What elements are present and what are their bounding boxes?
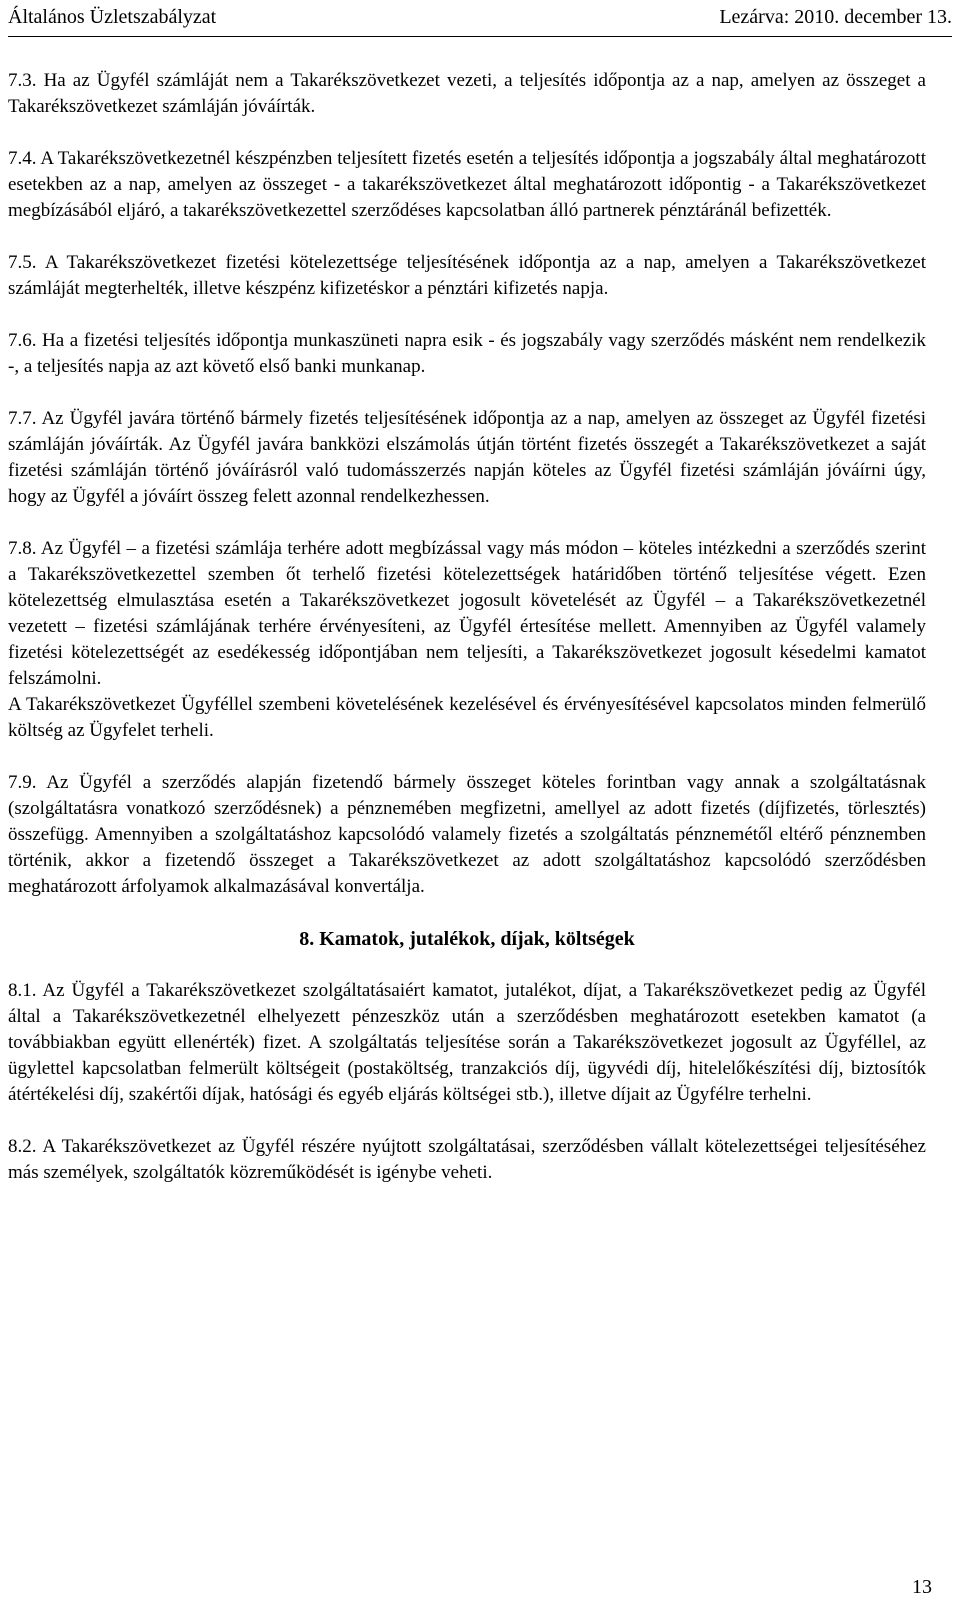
paragraph-7-8: 7.8. Az Ügyfél – a fizetési számlája terhére adott megbízással vagy más módon – köteles intézkedni a szerződés szerint a Takarékszövetkezettel szemben őt terhelő fizetési kötelezettségek határidőben történő teljesítése végett. Ezen kötelezettség elmulasztása esetén a Takarékszövetkezet jogosult követelését az Ügyfél – a Takarékszövetkezetnél vezetett – fizetési számlájának terhére érvényesíteni, az Ügyfél értesítése mellett. Amennyiben az Ügyfél valamely fizetési kötelezettségét az esedékesség időpontjában nem teljesíti, a Takarékszövetkezet jogosult késedelmi kamatot felszámolni. [8,538,926,689]
paragraph-7-8-continued: A Takarékszövetkezet Ügyféllel szembeni követelésének kezelésével és érvényesítésével kapcsolatos minden felmerülő költség az Ügyfelet terheli. [8,694,926,741]
page-number: 13 [912,1576,932,1598]
section-heading-8: 8. Kamatok, jutalékok, díjak, költségek [299,928,635,950]
paragraph-8-1: 8.1. Az Ügyfél a Takarékszövetkezet szolgáltatásaiért kamatot, jutalékot, díjat, a Takarékszövetkezet pedig az Ügyfél által a Takarékszövetkezetnél elhelyezett pénzeszköz után a szerződésben meghatározott esetekben kamatot (a továbbiakban együtt ellenérték) fizet. A szolgáltatás teljesítése során a Takarékszövetkezet jogosult az Ügyféllel, az ügylettel kapcsolatban felmerült költségeit (postaköltség, tranzakciós díj, ügyvédi díj, hitelelőkészítési díj, biztosítók átértékelési díj, szakértői díjak, hatósági és egyéb eljárás költségei stb.), illetve díjait az Ügyfélre terhelni. [8,980,926,1105]
document-body [8,68,926,1212]
document-title: Általános Üzletszabályzat [8,6,217,28]
paragraph-7-4: 7.4. A Takarékszövetkezetnél készpénzben teljesített fizetés esetén a teljesítés időpontja a jogszabály által meghatározott esetekben az a nap, amelyen az összeget - a takarékszövetkezet által meghatározott időpontig - a Takarékszövetkezet megbízásából eljáró, a takarékszövetkezettel szerződéses kapcsolatban álló partnerek pénztáránál befizették. [8,148,926,221]
closing-date: Lezárva: 2010. december 13. [719,6,952,28]
paragraph-7-7: 7.7. Az Ügyfél javára történő bármely fizetés teljesítésének időpontja az a nap, amelyen az összeget az Ügyfél fizetési számláján jóváírták. Az Ügyfél javára bankközi elszámolás útján történt fizetés összegét a Takarékszövetkezet a saját fizetési számláján történő jóváírásról való tudomásszerzés napján köteles az Ügyfél fizetési számláján jóváírni úgy, hogy az Ügyfél a jóváírt összeg felett azonnal rendelkezhessen. [8,408,926,507]
paragraph-8-2: 8.2. A Takarékszövetkezet az Ügyfél részére nyújtott szolgáltatásai, szerződésben vállalt kötelezettségei teljesítéséhez más személyek, szolgáltatók közreműködését is igénybe veheti. [8,1136,926,1183]
page-header [8,6,952,37]
paragraph-7-3: 7.3. Ha az Ügyfél számláját nem a Takarékszövetkezet vezeti, a teljesítés időpontja az a nap, amelyen az összeget a Takarékszövetkezet számláján jóváírták. [8,70,926,117]
paragraph-7-6: 7.6. Ha a fizetési teljesítés időpontja munkaszüneti napra esik - és jogszabály vagy szerződés másként nem rendelkezik -, a teljesítés napja az azt követő első banki munkanap. [8,330,926,377]
paragraph-7-5: 7.5. A Takarékszövetkezet fizetési kötelezettsége teljesítésének időpontja az a nap, amelyen a Takarékszövetkezet számláját megterhelték, illetve készpénz kifizetéskor a pénztári kifizetés napja. [8,252,926,299]
paragraph-7-9: 7.9. Az Ügyfél a szerződés alapján fizetendő bármely összeget köteles forintban vagy annak a szolgáltatásnak (szolgáltatásra vonatkozó szerződésnek) a pénznemében megfizetni, amellyel az adott fizetés (díjfizetés, törlesztés) összefügg. Amennyiben a szolgáltatáshoz kapcsolódó valamely fizetés a szolgáltatás pénznemétől eltérő pénznemben történik, akkor a fizetendő összeget a Takarékszövetkezet az adott szolgáltatáshoz kapcsolódó szerződésben meghatározott árfolyamok alkalmazásával konvertálja. [8,772,926,897]
